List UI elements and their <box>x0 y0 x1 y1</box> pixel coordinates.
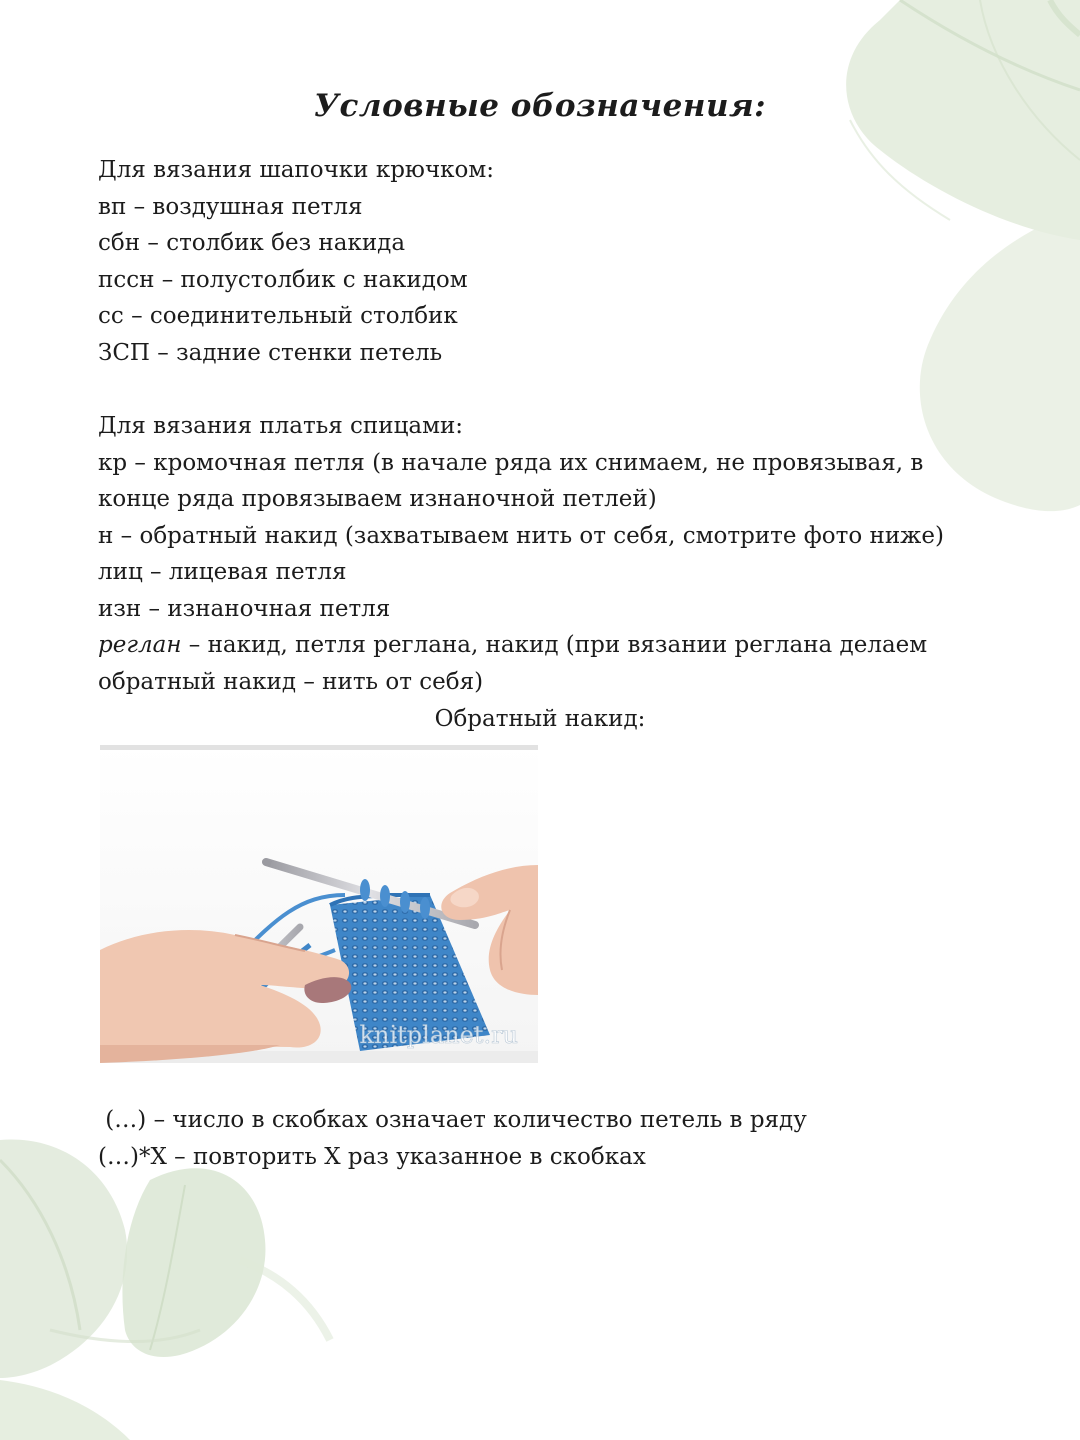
note-count-in-brackets: (…) – число в скобках означает количество петель в ряду <box>98 1107 807 1133</box>
photo-watermark: knitplanet.ru <box>359 1021 518 1049</box>
legend-item-raglan: реглан – накид, петля реглана, накид (при вязании реглана делаем обратный накид – нить от себя) <box>98 632 928 695</box>
legend-item-n: н – обратный накид (захватываем нить от себя, смотрите фото ниже) <box>98 522 944 549</box>
note-repeat-x-times: (…)*X – повторить X раз указанное в скобках <box>98 1143 646 1170</box>
reverse-yarn-over-photo <box>100 745 538 1063</box>
legend-item-pssn: пссн – полустолбик с накидом <box>98 266 468 293</box>
crochet-heading: Для вязания шапочки крючком: <box>98 157 495 183</box>
legend-item-kr: кр – кромочная петля (в начале ряда их снимаем, не провязывая, в конце ряда провязываем изнаночной петлей) <box>98 449 924 512</box>
photo-caption: Обратный накид: <box>434 706 646 732</box>
knitting-heading: Для вязания платья спицами: <box>98 413 464 439</box>
crochet-legend <box>98 152 998 371</box>
legend-item-lic: лиц – лицевая петля <box>98 559 347 585</box>
legend-item-ss: сс – соединительный столбик <box>98 303 458 329</box>
notes <box>98 1102 998 1175</box>
page-title: Условные обозначения: <box>313 88 767 124</box>
knitting-legend <box>98 408 998 700</box>
legend-item-izn: изн – изнаночная петля <box>98 595 391 622</box>
legend-item-vp: вп – воздушная петля <box>98 193 363 220</box>
legend-item-sbn: сбн – столбик без накида <box>98 230 406 256</box>
legend-item-zsp: ЗСП – задние стенки петель <box>98 339 443 366</box>
